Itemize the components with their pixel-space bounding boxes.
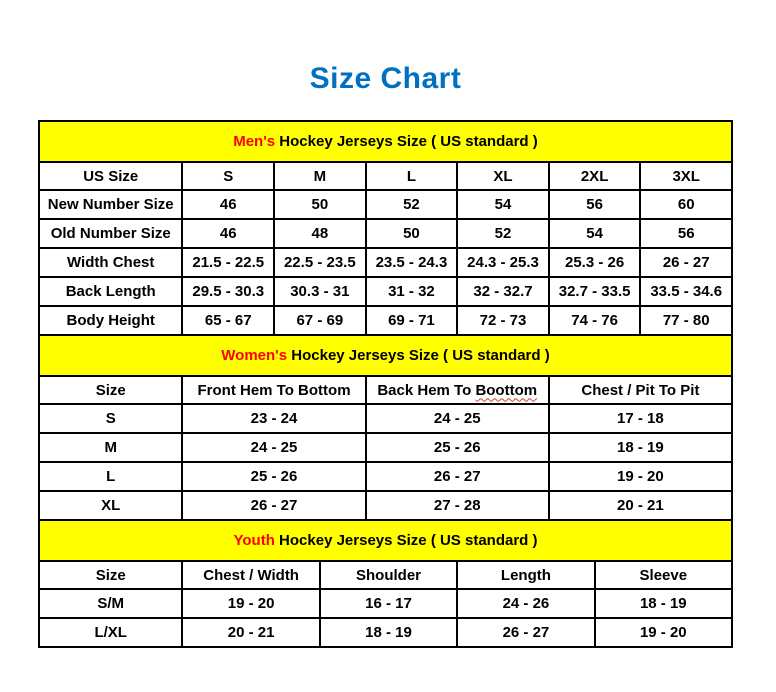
row-header: S [39,404,182,433]
page-title: Size Chart [309,62,462,95]
cell: 24 - 26 [457,589,594,618]
cell: 46 [182,190,274,219]
column-header-row [39,162,732,190]
cell: 74 - 76 [549,306,641,335]
row-header: New Number Size [39,190,182,219]
row-header: L/XL [39,618,182,647]
column-header: 3XL [640,162,732,190]
table-row [39,404,732,433]
cell: 18 - 19 [549,433,732,462]
misspelled-word: Boottom [475,381,538,399]
row-header: Old Number Size [39,219,182,248]
column-header: Shoulder [320,561,457,589]
section-title-row [39,335,732,376]
table-row [39,618,732,647]
cell: 24 - 25 [182,433,365,462]
cell: 23 - 24 [182,404,365,433]
cell: 77 - 80 [640,306,732,335]
row-header: Back Length [39,277,182,306]
column-header: 2XL [549,162,641,190]
column-header: Front Hem To Bottom [182,376,365,404]
column-header-row [39,561,732,589]
cell: 26 - 27 [640,248,732,277]
column-header-row [39,376,732,404]
cell: 52 [457,219,549,248]
cell: 25 - 26 [366,433,549,462]
cell: 19 - 20 [182,589,319,618]
cell: 30.3 - 31 [274,277,366,306]
cell: 50 [274,190,366,219]
cell: 32 - 32.7 [457,277,549,306]
cell: 19 - 20 [549,462,732,491]
youth-section-accent: Youth [233,532,275,549]
cell: 26 - 27 [457,618,594,647]
table-row [39,219,732,248]
column-header: M [274,162,366,190]
section-title-row [39,520,732,561]
cell: 27 - 28 [366,491,549,520]
column-header: XL [457,162,549,190]
cell: 50 [366,219,458,248]
cell: 21.5 - 22.5 [182,248,274,277]
cell: 46 [182,219,274,248]
cell: 52 [366,190,458,219]
cell: 16 - 17 [320,589,457,618]
mens-section-accent: Men's [233,133,276,150]
column-header: Length [457,561,594,589]
table-row [39,306,732,335]
cell: 26 - 27 [182,491,365,520]
cell: 23.5 - 24.3 [366,248,458,277]
cell: 56 [640,219,732,248]
cell: 25.3 - 26 [549,248,641,277]
column-header: Sleeve [595,561,732,589]
table-row [39,190,732,219]
section-title-row [39,121,732,162]
mens-section-title [39,121,732,162]
cell: 18 - 19 [320,618,457,647]
table-row [39,589,732,618]
cell: 54 [549,219,641,248]
cell: 24 - 25 [366,404,549,433]
cell: 32.7 - 33.5 [549,277,641,306]
column-header: L [366,162,458,190]
cell: 72 - 73 [457,306,549,335]
table-row [39,491,732,520]
womens-size-table [38,334,733,521]
table-row [39,433,732,462]
youth-size-table [38,519,733,648]
row-header: S/M [39,589,182,618]
row-header: M [39,433,182,462]
row-header: L [39,462,182,491]
column-header: US Size [39,162,182,190]
youth-section-title [39,520,732,561]
cell: 60 [640,190,732,219]
cell: 20 - 21 [549,491,732,520]
table-row [39,462,732,491]
table-row [39,248,732,277]
cell: 33.5 - 34.6 [640,277,732,306]
column-header: Chest / Width [182,561,319,589]
youth-section-title-rest: Hockey Jerseys Size ( US standard ) [274,532,538,549]
row-header: Body Height [39,306,182,335]
cell: 29.5 - 30.3 [182,277,274,306]
size-tables-container [38,120,733,648]
cell: 56 [549,190,641,219]
cell: 31 - 32 [366,277,458,306]
cell: 69 - 71 [366,306,458,335]
cell: 26 - 27 [366,462,549,491]
womens-section-title [39,335,732,376]
table-row [39,277,732,306]
row-header: Width Chest [39,248,182,277]
cell: 48 [274,219,366,248]
cell: 17 - 18 [549,404,732,433]
cell: 22.5 - 23.5 [274,248,366,277]
cell: 25 - 26 [182,462,365,491]
cell: 65 - 67 [182,306,274,335]
cell: 54 [457,190,549,219]
column-header: Back Hem To Boottom [366,376,549,404]
column-header: Chest / Pit To Pit [549,376,732,404]
cell: 67 - 69 [274,306,366,335]
womens-section-accent: Women's [221,347,288,364]
womens-section-title-rest: Hockey Jerseys Size ( US standard ) [287,347,550,364]
cell: 20 - 21 [182,618,319,647]
cell: 19 - 20 [595,618,732,647]
column-header: Size [39,561,182,589]
mens-size-table [38,120,733,336]
cell: 24.3 - 25.3 [457,248,549,277]
column-header: Size [39,376,182,404]
column-header: S [182,162,274,190]
mens-section-title-rest: Hockey Jerseys Size ( US standard ) [275,133,538,150]
row-header: XL [39,491,182,520]
cell: 18 - 19 [595,589,732,618]
